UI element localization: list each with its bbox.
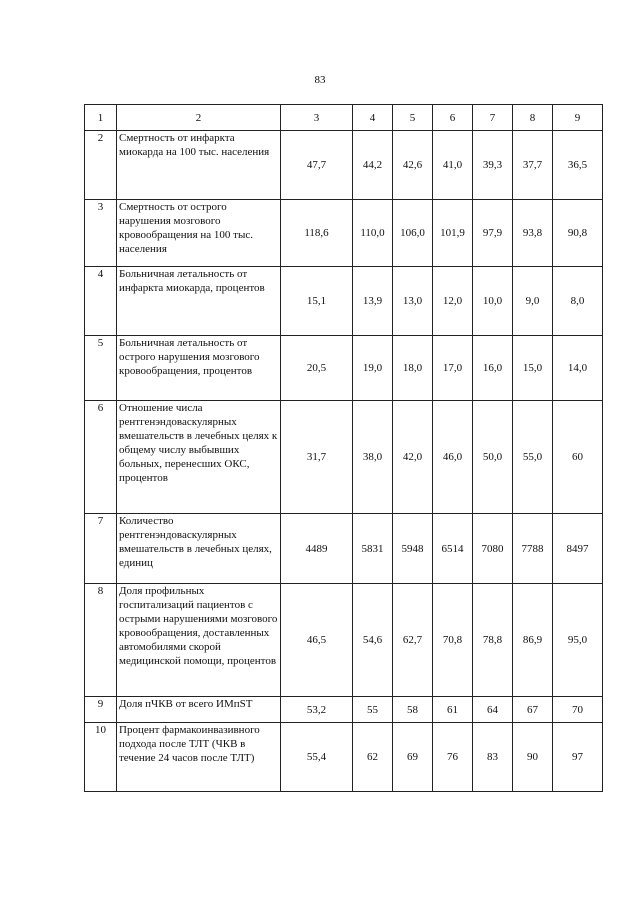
value-cell: 6514 [433,514,473,584]
value-cell: 10,0 [473,267,513,336]
indicator-name-cell: Количество рентгенэндоваскулярных вмешательств в лечебных целях, единиц [117,514,281,584]
value-cell: 15,0 [513,336,553,401]
table-row [85,131,603,200]
value-cell: 54,6 [353,584,393,697]
value-cell: 60 [553,401,603,514]
value-cell: 90,8 [553,200,603,267]
value-cell: 36,5 [553,131,603,200]
value-cell: 58 [393,697,433,723]
indicator-name-cell: Отношение числа рентгенэндоваскулярных вмешательств в лечебных целях к общему числу выбывших больных, перенесших ОКС, процентов [117,401,281,514]
value-cell: 8497 [553,514,603,584]
value-cell: 37,7 [513,131,553,200]
row-number-cell: 6 [85,401,117,514]
value-cell: 97,9 [473,200,513,267]
value-cell: 69 [393,723,433,792]
value-cell: 46,0 [433,401,473,514]
value-cell: 14,0 [553,336,603,401]
value-cell: 8,0 [553,267,603,336]
value-cell: 64 [473,697,513,723]
value-cell: 55,0 [513,401,553,514]
row-number-cell: 2 [85,131,117,200]
table-row [85,584,603,697]
header-cell: 2 [117,105,281,131]
indicators-table [84,104,603,792]
value-cell: 42,0 [393,401,433,514]
value-cell: 83 [473,723,513,792]
header-cell: 8 [513,105,553,131]
table-row [85,401,603,514]
value-cell: 5948 [393,514,433,584]
header-cell: 1 [85,105,117,131]
value-cell: 7080 [473,514,513,584]
table-row [85,336,603,401]
indicator-name-cell: Процент фармакоинвазивного подхода после ТЛТ (ЧКВ в течение 24 часов после ТЛТ) [117,723,281,792]
value-cell: 70 [553,697,603,723]
value-cell: 95,0 [553,584,603,697]
value-cell: 47,7 [281,131,353,200]
value-cell: 61 [433,697,473,723]
row-number-cell: 7 [85,514,117,584]
value-cell: 62,7 [393,584,433,697]
value-cell: 50,0 [473,401,513,514]
value-cell: 20,5 [281,336,353,401]
value-cell: 31,7 [281,401,353,514]
header-cell: 4 [353,105,393,131]
value-cell: 55 [353,697,393,723]
header-cell: 5 [393,105,433,131]
value-cell: 55,4 [281,723,353,792]
table-row [85,267,603,336]
value-cell: 16,0 [473,336,513,401]
value-cell: 15,1 [281,267,353,336]
value-cell: 46,5 [281,584,353,697]
row-number-cell: 4 [85,267,117,336]
table-row [85,514,603,584]
value-cell: 53,2 [281,697,353,723]
header-cell: 6 [433,105,473,131]
indicator-name-cell: Доля профильных госпитализаций пациентов с острыми нарушениями мозгового кровообращения, доставленных автомобилями скорой медицинской помощи, процентов [117,584,281,697]
row-number-cell: 9 [85,697,117,723]
value-cell: 67 [513,697,553,723]
page-number: 83 [314,74,326,86]
value-cell: 4489 [281,514,353,584]
value-cell: 106,0 [393,200,433,267]
value-cell: 39,3 [473,131,513,200]
table-row [85,723,603,792]
value-cell: 7788 [513,514,553,584]
value-cell: 13,0 [393,267,433,336]
value-cell: 38,0 [353,401,393,514]
value-cell: 41,0 [433,131,473,200]
value-cell: 18,0 [393,336,433,401]
indicator-name-cell: Смертность от острого нарушения мозгового кровообращения на 100 тыс. населения [117,200,281,267]
value-cell: 86,9 [513,584,553,697]
value-cell: 12,0 [433,267,473,336]
row-number-cell: 3 [85,200,117,267]
header-cell: 7 [473,105,513,131]
value-cell: 19,0 [353,336,393,401]
value-cell: 62 [353,723,393,792]
header-cell: 3 [281,105,353,131]
indicator-name-cell: Доля пЧКВ от всего ИМпST [117,697,281,723]
indicator-name-cell: Смертность от инфаркта миокарда на 100 тыс. населения [117,131,281,200]
value-cell: 5831 [353,514,393,584]
value-cell: 101,9 [433,200,473,267]
indicator-name-cell: Больничная летальность от инфаркта миокарда, процентов [117,267,281,336]
table-body [85,105,603,792]
value-cell: 17,0 [433,336,473,401]
value-cell: 78,8 [473,584,513,697]
value-cell: 70,8 [433,584,473,697]
value-cell: 93,8 [513,200,553,267]
header-cell: 9 [553,105,603,131]
value-cell: 9,0 [513,267,553,336]
indicator-name-cell: Больничная летальность от острого нарушения мозгового кровообращения, процентов [117,336,281,401]
value-cell: 13,9 [353,267,393,336]
value-cell: 42,6 [393,131,433,200]
table-row [85,697,603,723]
value-cell: 110,0 [353,200,393,267]
row-number-cell: 5 [85,336,117,401]
value-cell: 118,6 [281,200,353,267]
table-header-row [85,105,603,131]
table-row [85,200,603,267]
value-cell: 90 [513,723,553,792]
value-cell: 76 [433,723,473,792]
value-cell: 44,2 [353,131,393,200]
value-cell: 97 [553,723,603,792]
row-number-cell: 8 [85,584,117,697]
row-number-cell: 10 [85,723,117,792]
